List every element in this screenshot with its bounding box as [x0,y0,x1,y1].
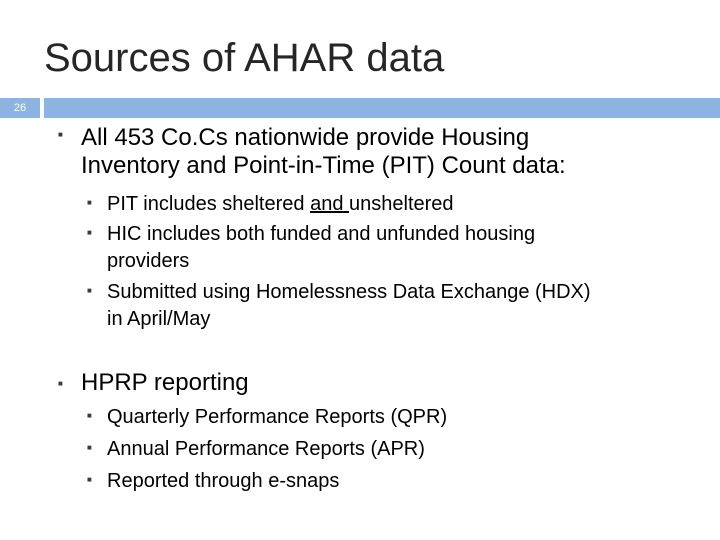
sub-hdx-line1: Submitted using Homelessness Data Exchange (HDX) [107,281,591,303]
sub-hic-line2: providers [107,250,190,272]
item1-line2: Inventory and Point-in-Time (PIT) Count data: [81,152,566,179]
slide-title: Sources of AHAR data [44,36,445,80]
bullet-icon: ■ [58,379,63,388]
slide-number: 26 [13,102,27,114]
sub-hdx-line2: in April/May [107,308,211,330]
item2-label: HPRP reporting [81,369,249,396]
sub-pit [107,190,454,218]
sub-pit-underlined: and [310,193,350,215]
sub-pit-prefix: PIT includes sheltered [107,193,311,215]
sub-pit-suffix: unsheltered [349,193,454,215]
title-accent-bar [44,98,720,118]
bullet-icon: ■ [87,198,92,207]
sub-qpr: Quarterly Performance Reports (QPR) [107,406,448,428]
sub-apr: Annual Performance Reports (APR) [107,438,425,460]
sub-hic-line1: HIC includes both funded and unfunded housing [107,223,536,245]
bullet-icon: ■ [87,475,92,484]
bullet-icon: ■ [87,411,92,420]
sub-esnaps: Reported through e-snaps [107,470,340,492]
item1-line1: All 453 Co.Cs nationwide provide Housing [81,124,530,151]
bullet-icon: ■ [87,443,92,452]
bullet-icon: ■ [87,228,92,237]
bullet-icon: ■ [58,130,63,139]
bullet-icon: ■ [87,286,92,295]
